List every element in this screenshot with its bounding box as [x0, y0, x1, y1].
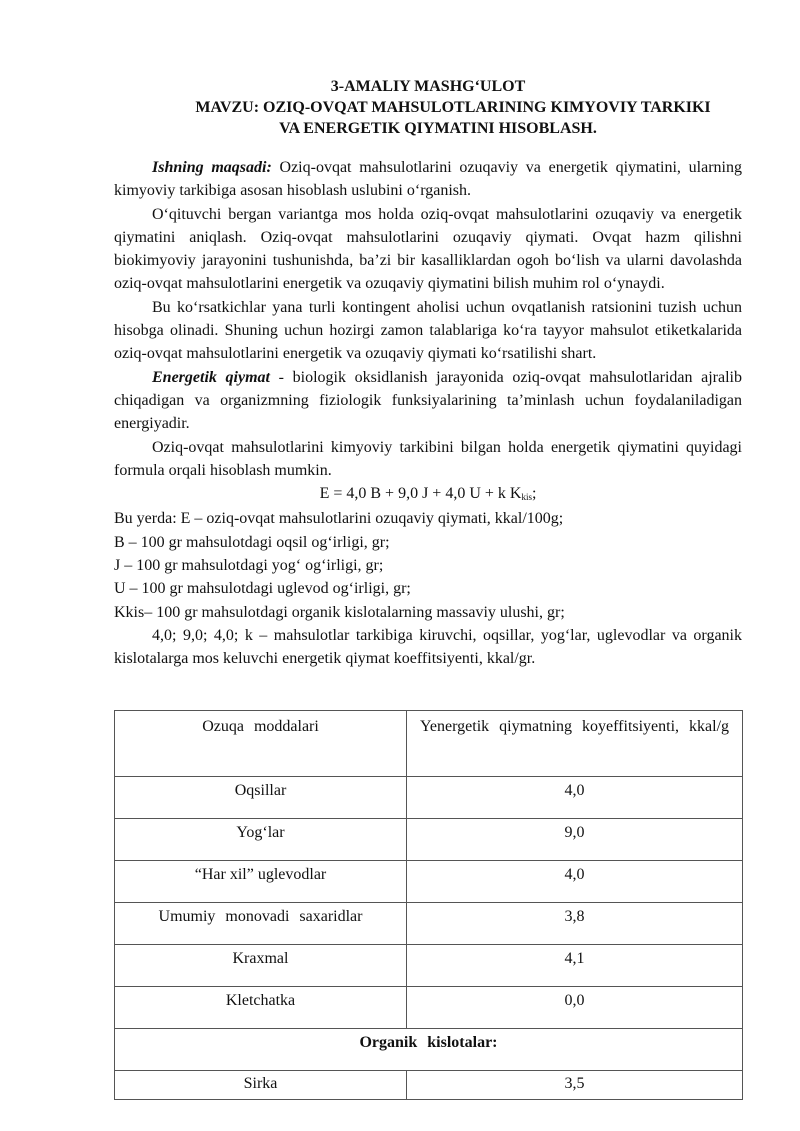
- table-row: [115, 1071, 743, 1100]
- paragraph-coefficients: 4,0; 9,0; 4,0; k – mahsulotlar tarkibiga kiruvchi, oqsillar, yog‘lar, uglevodlar va organik kislotalarga mos keluvchi energetik qiymat koeffitsiyenti, kkal/gr.: [114, 626, 742, 668]
- table-row: [115, 903, 743, 945]
- table-cell: 0,0: [407, 987, 743, 1029]
- paragraph-energy: [114, 366, 742, 436]
- coefficient-table: [114, 710, 743, 1100]
- formula: [114, 482, 742, 507]
- table-cell: 4,0: [407, 861, 743, 903]
- goal-text: Oziq-ovqat mahsulotlarini ozuqaviy va energetik qiymatini, ularning kimyoviy tarkibiga asosan hisoblash uslubini o‘rganish.: [114, 159, 742, 200]
- table-cell: 4,1: [407, 945, 743, 987]
- formula-end: ;: [531, 485, 537, 503]
- definition-kkis: Kkis– 100 gr mahsulotdagi organik kislotalarning massaviy ulushi, gr;: [114, 603, 565, 621]
- paragraph-goal: [114, 156, 742, 203]
- table-row: [115, 819, 743, 861]
- table-cell: Kletchatka: [115, 987, 407, 1029]
- table-cell: Umumiy monovadi saxaridlar: [115, 903, 407, 945]
- table-header-cell: Ozuqa moddalari: [115, 711, 407, 777]
- table-cell: Sirka: [115, 1071, 407, 1100]
- table-section-row: [115, 1029, 743, 1071]
- table-row: [115, 987, 743, 1029]
- title-line-1: 3-AMALIY MASHG‘ULOT: [330, 78, 526, 95]
- table-cell: Yog‘lar: [115, 819, 407, 861]
- document-title: [114, 76, 742, 139]
- energy-text: - biologik oksidlanish jarayonida oziq-ovqat mahsulotlaridan ajralib chiqadigan va organizmning fiziologik funksiyalarining ta’minlash uchun foydalaniladigan energiyadir.: [114, 368, 743, 433]
- table-cell: Oqsillar: [115, 777, 407, 819]
- paragraph-2: O‘qituvchi bergan variantga mos holda oziq-ovqat mahsulotlarini ozuqaviy va energetik qiymatini aniqlash. Oziq-ovqat mahsulotlarini ozuqaviy qiymati. Ovqat hazm qilishni biokimyoviy jarayonini tushunishda, ba’zi bir kasalliklardan ogoh bo‘lish va ularni davolashda oziq-ovqat mahsulotlarini energetik va ozuqaviy qiymatini bilish muhim rol o‘ynaydi.: [114, 205, 742, 293]
- energy-label: Energetik qiymat: [152, 368, 270, 386]
- title-line-3: VA ENERGETIK QIYMATINI HISOBLASH.: [279, 120, 597, 137]
- table-cell: Kraxmal: [115, 945, 407, 987]
- table-header-row: [115, 711, 743, 777]
- table-cell: 4,0: [407, 777, 743, 819]
- definition-b: B – 100 gr mahsulotdagi oqsil og‘irligi, gr;: [114, 533, 390, 551]
- goal-label: Ishning maqsadi:: [152, 159, 272, 176]
- title-line-2: MAVZU: OZIQ-OVQAT MAHSULOTLARINING KIMYOVIY TARKIKI: [195, 99, 711, 116]
- formula-subscript: kis: [521, 492, 532, 503]
- table-row: [115, 945, 743, 987]
- paragraph-3: Bu ko‘rsatkichlar yana turli kontingent aholisi uchun ovqatlanish ratsionini tuzish uchun hisobga olinadi. Shuning uchun hozirgi zamon talablariga ko‘ra tayyor mahsulot etiketkalarida oziq-ovqat mahsulotlarini energetik va ozuqaviy qiymati ko‘rsatilishi shart.: [114, 298, 742, 363]
- formula-main: E = 4,0 B + 9,0 J + 4,0 U + k K: [319, 485, 522, 503]
- table-header-cell: Yenergetik qiymatning koyeffitsiyenti, kkal/g: [407, 711, 743, 777]
- paragraph-5: Oziq-ovqat mahsulotlarini kimyoviy tarkibini bilgan holda energetik qiymatini quyidagi formula orqali hisoblash mumkin.: [114, 438, 742, 479]
- table-cell: “Har xil” uglevodlar: [115, 861, 407, 903]
- table-cell: 9,0: [407, 819, 743, 861]
- table-cell: 3,5: [407, 1071, 743, 1100]
- table-cell: 3,8: [407, 903, 743, 945]
- definition-e: Bu yerda: E – oziq-ovqat mahsulotlarini ozuqaviy qiymati, kkal/100g;: [114, 510, 564, 528]
- table-section-heading: Organik kislotalar:: [115, 1029, 743, 1071]
- document-body: [114, 156, 742, 671]
- definition-u: U – 100 gr mahsulotdagi uglevod og‘irligi, gr;: [114, 580, 411, 598]
- table-row: [115, 861, 743, 903]
- table-row: [115, 777, 743, 819]
- definition-j: J – 100 gr mahsulotdagi yog‘ og‘irligi, gr;: [114, 557, 384, 575]
